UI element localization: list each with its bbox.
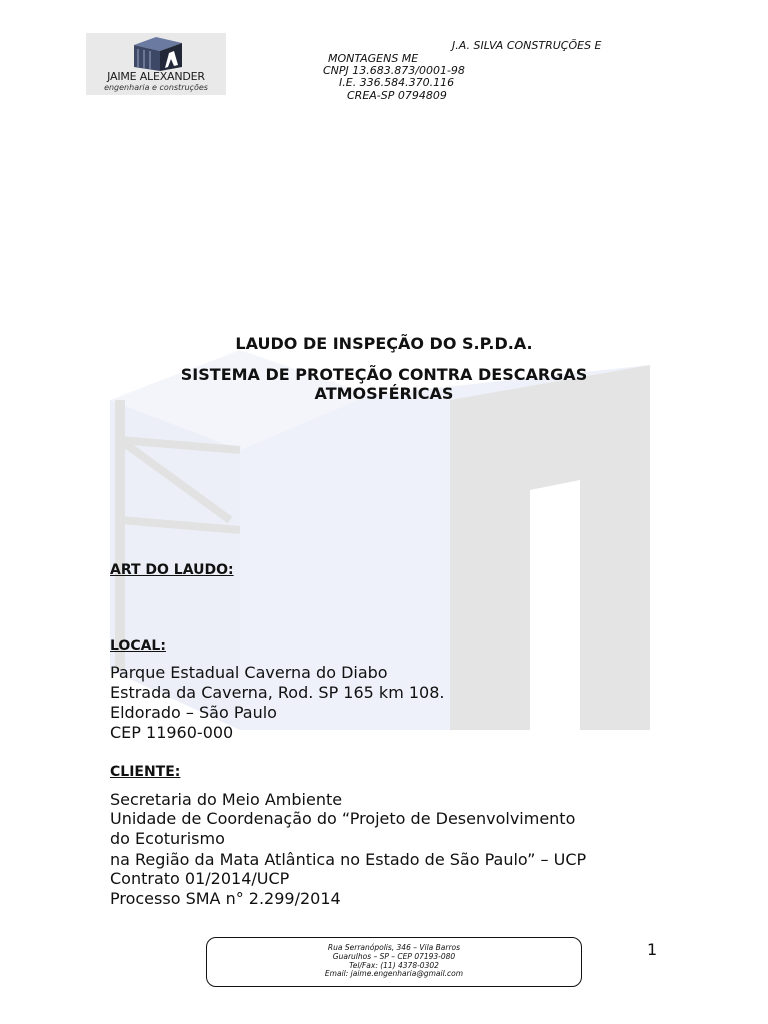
document-subtitle-line1: SISTEMA DE PROTEÇÃO CONTRA DESCARGAS — [180, 365, 588, 384]
logo-cube-icon — [86, 33, 226, 73]
footer-city: Guarulhos – SP – CEP 07193-080 — [332, 952, 456, 961]
company-name-line2: MONTAGENS ME — [328, 52, 419, 65]
local-line: Estrada da Caverna, Rod. SP 165 km 108. — [110, 683, 445, 702]
cliente-line: na Região da Mata Atlântica no Estado de São Paulo” – UCP — [110, 850, 587, 869]
footer-phone: Tel/Fax: (11) 4378-0302 — [349, 961, 439, 970]
logo-name: JAIME ALEXANDER — [107, 70, 205, 83]
page-number: 1 — [647, 940, 658, 959]
cliente-label: CLIENTE: — [110, 764, 181, 780]
cliente-line: Processo SMA n° 2.299/2014 — [110, 889, 341, 908]
company-ie: I.E. 336.584.370.116 — [339, 76, 455, 89]
company-cnpj: CNPJ 13.683.873/0001-98 — [323, 64, 465, 77]
cliente-line: Secretaria do Meio Ambiente — [110, 790, 343, 809]
company-crea: CREA-SP 0794809 — [347, 89, 447, 102]
cliente-line: do Ecoturismo — [110, 829, 225, 848]
footer-address: Rua Serranópolis, 346 – Vila Barros — [327, 943, 461, 952]
document-title: LAUDO DE INSPEÇÃO DO S.P.D.A. — [235, 334, 533, 353]
company-logo — [86, 33, 226, 95]
cliente-line: Unidade de Coordenação do “Projeto de Desenvolvimento — [110, 809, 576, 828]
local-line: Parque Estadual Caverna do Diabo — [110, 663, 388, 682]
footer-email: Email: jaime.engenharia@gmail.com — [324, 969, 464, 978]
logo-tagline: engenharia e construções — [104, 83, 208, 92]
cliente-line: Contrato 01/2014/UCP — [110, 869, 290, 888]
art-label: ART DO LAUDO: — [110, 562, 234, 578]
local-label: LOCAL: — [110, 638, 166, 654]
company-name-line1: J.A. SILVA CONSTRUÇÕES E — [452, 39, 602, 52]
document-subtitle-line2: ATMOSFÉRICAS — [314, 384, 454, 403]
local-line: Eldorado – São Paulo — [110, 703, 277, 722]
local-line: CEP 11960-000 — [110, 723, 234, 742]
